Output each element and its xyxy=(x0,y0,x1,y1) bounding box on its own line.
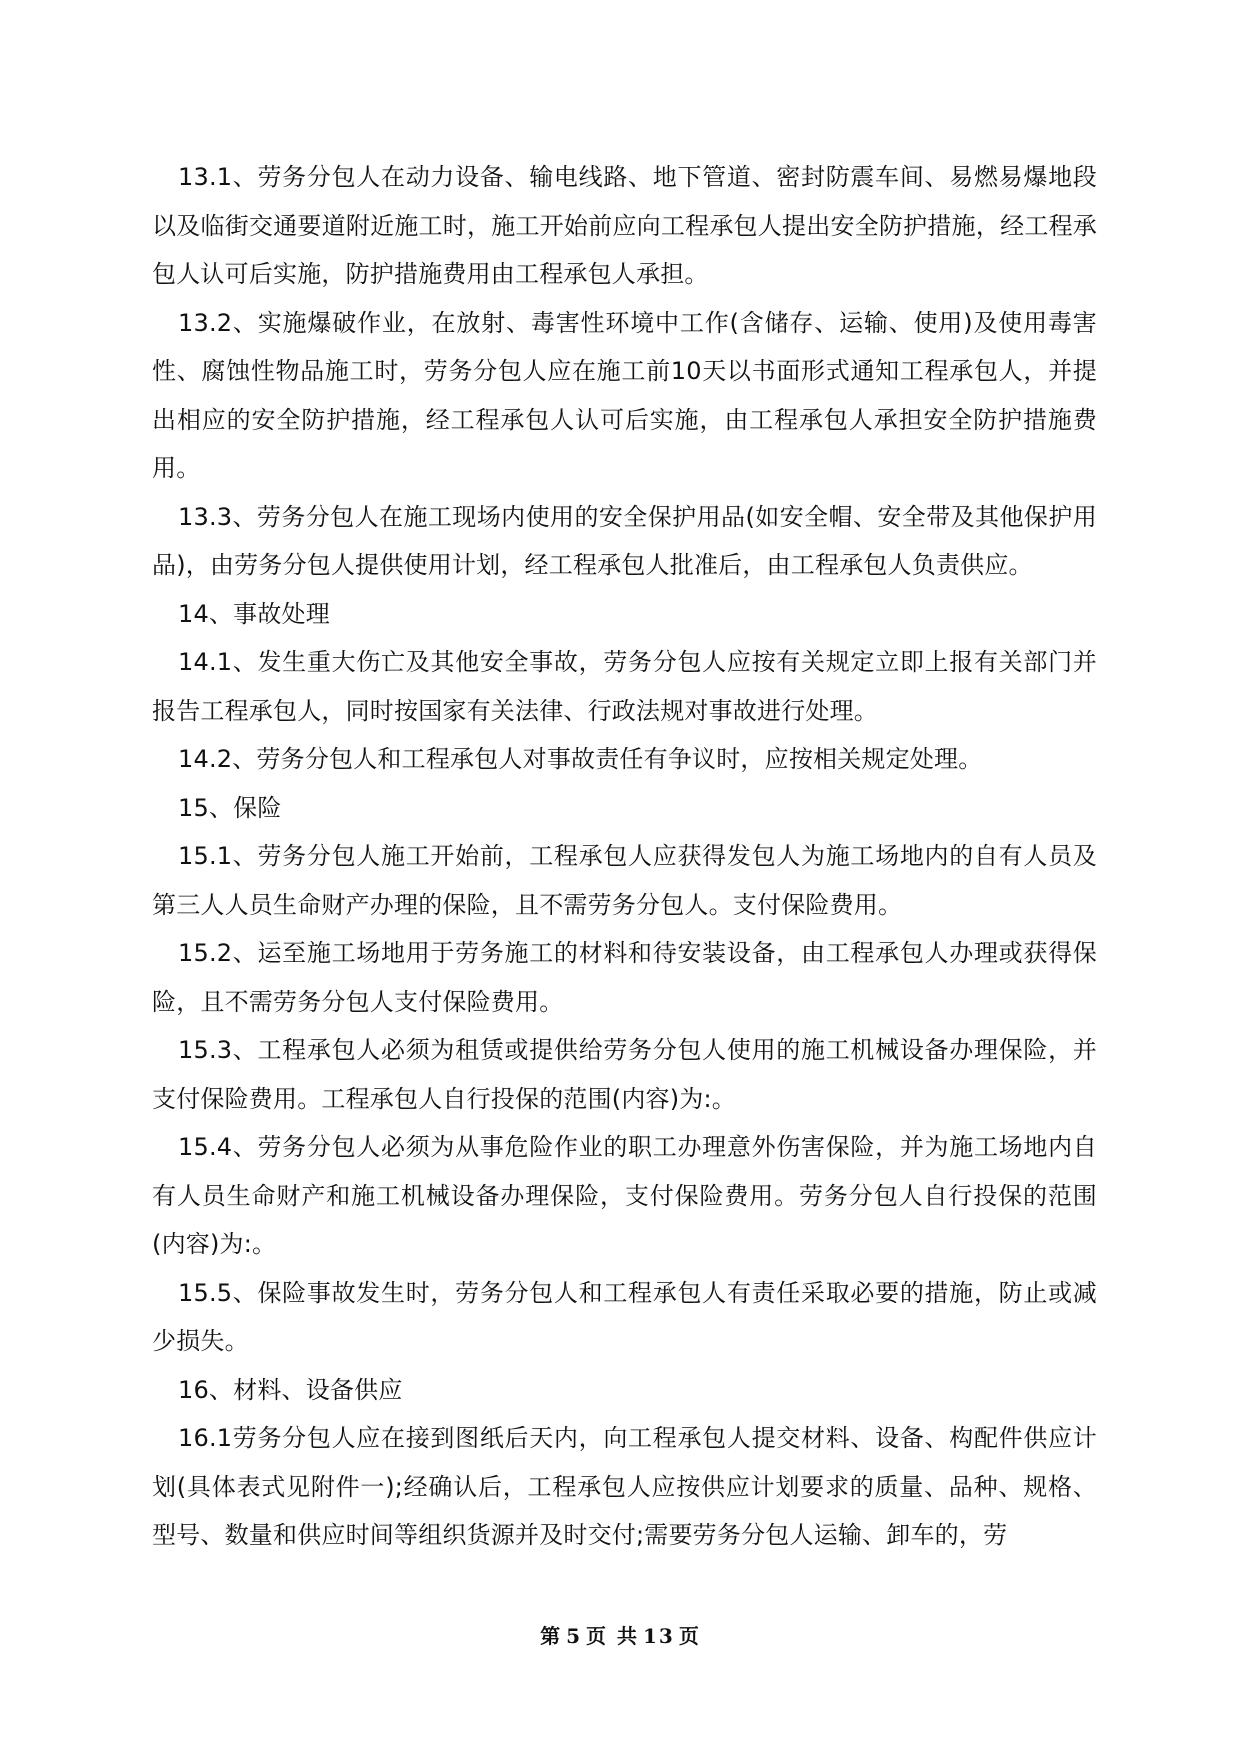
footer-total-pages: 13 xyxy=(643,1624,675,1648)
clause-15-1: 15.1、劳务分包人施工开始前，工程承包人应获得发包人为施工场地内的自有人员及第三人人员生命财产办理的保险，且不需劳务分包人。支付保险费用。 xyxy=(152,842,1097,919)
clause-15-5: 15.5、保险事故发生时，劳务分包人和工程承包人有责任采取必要的措施，防止或减少损失。 xyxy=(152,1278,1097,1355)
clause-13-3: 13.3、劳务分包人在施工现场内使用的安全保护用品(如安全帽、安全带及其他保护用品)，由劳务分包人提供使用计划，经工程承包人批准后，由工程承包人负责供应。 xyxy=(152,502,1097,579)
page-footer xyxy=(0,1620,1241,1649)
document-body xyxy=(152,153,1097,1560)
footer-middle: 页 共 xyxy=(586,1624,640,1648)
section-heading-14: 14、事故处理 xyxy=(178,599,330,628)
section-heading-15: 15、保险 xyxy=(178,793,282,822)
clause-14-1: 14.1、发生重大伤亡及其他安全事故，劳务分包人应按有关规定立即上报有关部门并报告工程承包人，同时按国家有关法律、行政法规对事故进行处理。 xyxy=(152,648,1097,725)
section-heading-16: 16、材料、设备供应 xyxy=(178,1375,403,1404)
footer-suffix: 页 xyxy=(678,1624,701,1648)
footer-page-number: 5 xyxy=(566,1624,583,1648)
footer-prefix: 第 xyxy=(540,1624,563,1648)
clause-15-3: 15.3、工程承包人必须为租赁或提供给劳务分包人使用的施工机械设备办理保险，并支付保险费用。工程承包人自行投保的范围(内容)为:。 xyxy=(152,1036,1097,1113)
clause-13-2: 13.2、实施爆破作业，在放射、毒害性环境中工作(含储存、运输、使用)及使用毒害性、腐蚀性物品施工时，劳务分包人应在施工前10天以书面形式通知工程承包人，并提出相应的安全防护措施，经工程承包人认可后实施，由工程承包人承担安全防护措施费用。 xyxy=(152,308,1097,482)
clause-15-4: 15.4、劳务分包人必须为从事危险作业的职工办理意外伤害保险，并为施工场地内自有人员生命财产和施工机械设备办理保险，支付保险费用。劳务分包人自行投保的范围(内容)为:。 xyxy=(152,1133,1097,1258)
clause-14-2: 14.2、劳务分包人和工程承包人对事故责任有争议时，应按相关规定处理。 xyxy=(178,745,983,773)
clause-15-2: 15.2、运至施工场地用于劳务施工的材料和待安装设备，由工程承包人办理或获得保险，且不需劳务分包人支付保险费用。 xyxy=(152,939,1097,1016)
clause-16-1: 16.1劳务分包人应在接到图纸后天内，向工程承包人提交材料、设备、构配件供应计划(具体表式见附件一);经确认后，工程承包人应按供应计划要求的质量、品种、规格、型号、数量和供应时间等组织货源并及时交付;需要劳务分包人运输、卸车的，劳 xyxy=(152,1424,1097,1549)
clause-13-1: 13.1、劳务分包人在动力设备、输电线路、地下管道、密封防震车间、易燃易爆地段以及临街交通要道附近施工时，施工开始前应向工程承包人提出安全防护措施，经工程承包人认可后实施，防护措施费用由工程承包人承担。 xyxy=(152,163,1097,288)
